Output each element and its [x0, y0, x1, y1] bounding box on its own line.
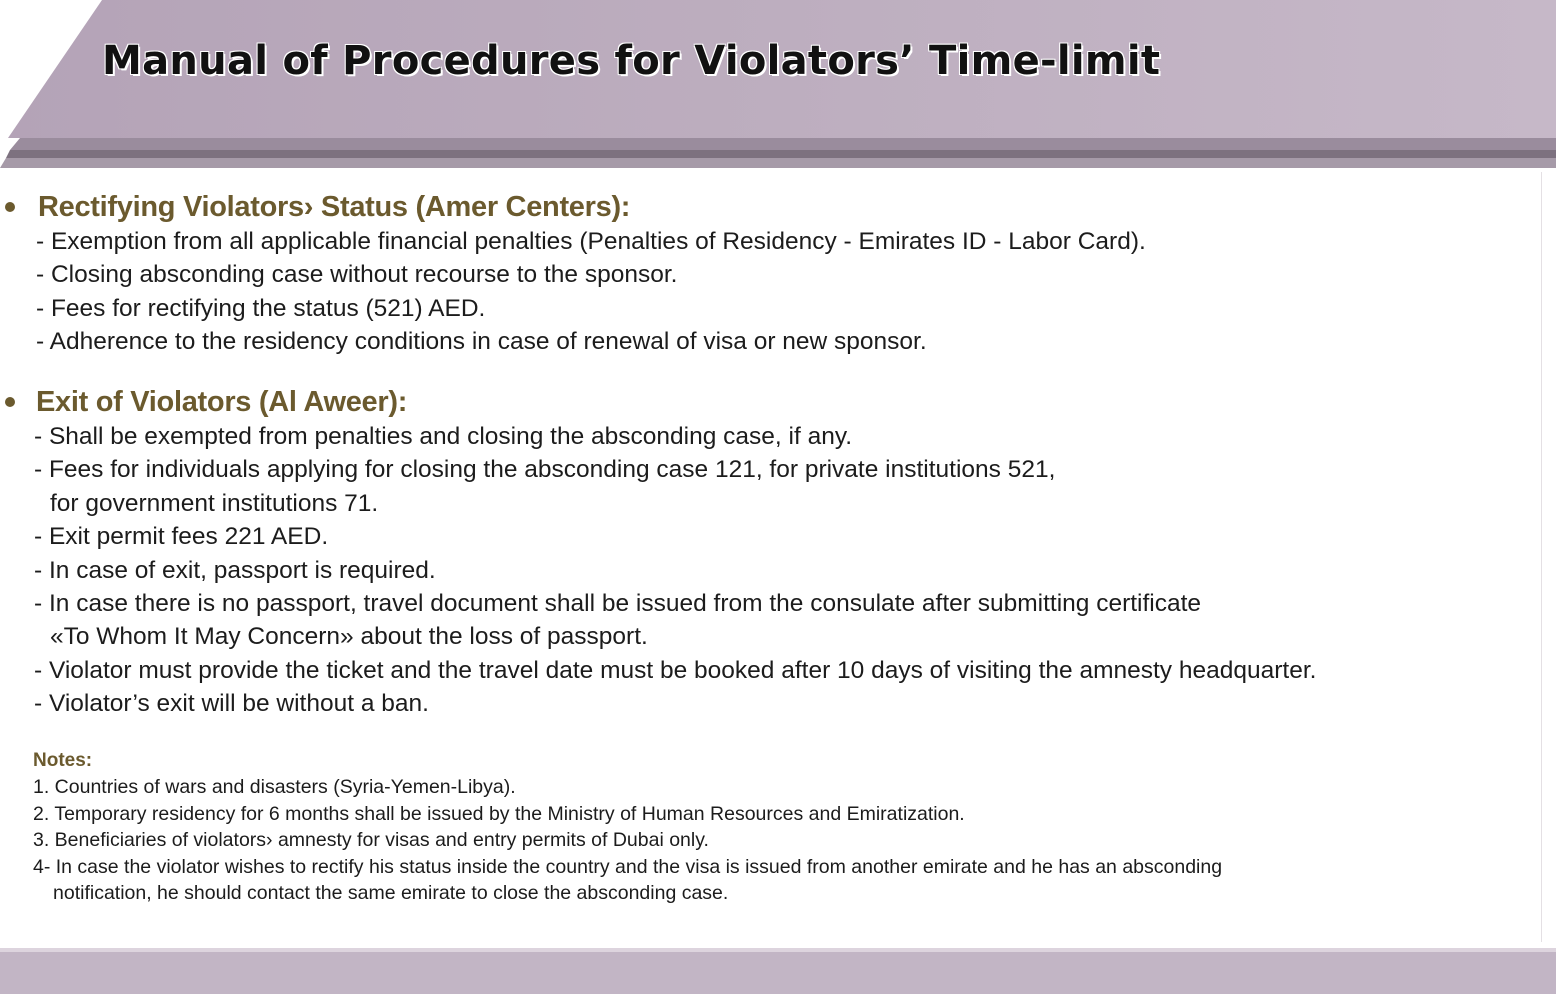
- section-heading-text: Exit of Violators (Al Aweer):: [36, 386, 408, 418]
- list-item-text: - Shall be exempted from penalties and closing the absconding case, if any.: [34, 423, 853, 450]
- note-text: 4- In case the violator wishes to rectify his status inside the country and the visa is issued from another emirate and he has an absconding: [33, 855, 1223, 878]
- section-item-list: [0, 225, 1540, 359]
- list-item: [36, 325, 1540, 358]
- note-item: [33, 801, 1433, 828]
- list-item-text: - Violator must provide the ticket and the travel date must be booked after 10 days of visiting the amnesty headquarter.: [34, 656, 1317, 684]
- list-item: [36, 258, 1540, 291]
- footer-band: [0, 952, 1556, 994]
- list-item-text: - Fees for individuals applying for closing the absconding case 121, for private institutions 521,: [34, 456, 1056, 484]
- list-item: [36, 225, 1540, 258]
- page-edge-rule: [1541, 172, 1542, 942]
- note-item: [33, 827, 1433, 854]
- list-item-text: - Fees for rectifying the status (521) AED.: [36, 294, 486, 322]
- note-item: [33, 854, 1433, 907]
- section-heading-text: Rectifying Violators› Status (Amer Centers):: [38, 191, 631, 223]
- notes-list: [33, 774, 1433, 907]
- note-item: [33, 774, 1433, 801]
- note-continuation: notification, he should contact the same emirate to close the absconding case.: [53, 882, 729, 904]
- list-item: [34, 520, 1540, 553]
- list-item: [34, 420, 1540, 453]
- list-item: [34, 453, 1540, 520]
- list-item-text: - In case there is no passport, travel document shall be issued from the consulate after submitting certificate: [34, 590, 1202, 618]
- list-item: [34, 587, 1540, 654]
- list-item-continuation: for government institutions 71.: [50, 489, 379, 517]
- header-banner: [0, 0, 1556, 170]
- list-item-text: - Violator’s exit will be without a ban.: [34, 690, 429, 718]
- list-item-text: - Adherence to the residency conditions in case of renewal of visa or new sponsor.: [36, 328, 927, 356]
- note-text: 1. Countries of wars and disasters (Syria-Yemen-Libya).: [33, 776, 516, 798]
- list-item-text: - In case of exit, passport is required.: [34, 556, 436, 584]
- bullet-icon: [5, 397, 15, 407]
- list-item: [34, 554, 1540, 587]
- page-title: Manual of Procedures for Violators’ Time-limit: [102, 38, 1161, 84]
- list-item-text: - Closing absconding case without recourse to the sponsor.: [36, 261, 678, 289]
- bullet-icon: [5, 202, 15, 212]
- list-item-text: - Exit permit fees 221 AED.: [34, 523, 329, 551]
- section-item-list: [0, 420, 1540, 721]
- section-rectifying-status: [0, 189, 1540, 359]
- list-item-continuation: «To Whom It May Concern» about the loss of passport.: [50, 623, 648, 651]
- notes-heading: Notes:: [33, 750, 93, 771]
- list-item: [34, 687, 1540, 720]
- header-banner-shape: [0, 0, 1556, 170]
- list-item: [36, 292, 1540, 325]
- list-item-text: - Exemption from all applicable financial penalties (Penalties of Residency - Emirates ID - Labor Card).: [36, 228, 1146, 255]
- note-text: 3. Beneficiaries of violators› amnesty for visas and entry permits of Dubai only.: [33, 829, 709, 851]
- section-heading: [0, 189, 1540, 225]
- notes-section: [33, 748, 1433, 907]
- note-text: 2. Temporary residency for 6 months shall be issued by the Ministry of Human Resources and Emiratization.: [33, 802, 965, 825]
- list-item: [34, 654, 1540, 687]
- section-heading: [0, 384, 1540, 420]
- section-exit-of-violators: [0, 384, 1540, 721]
